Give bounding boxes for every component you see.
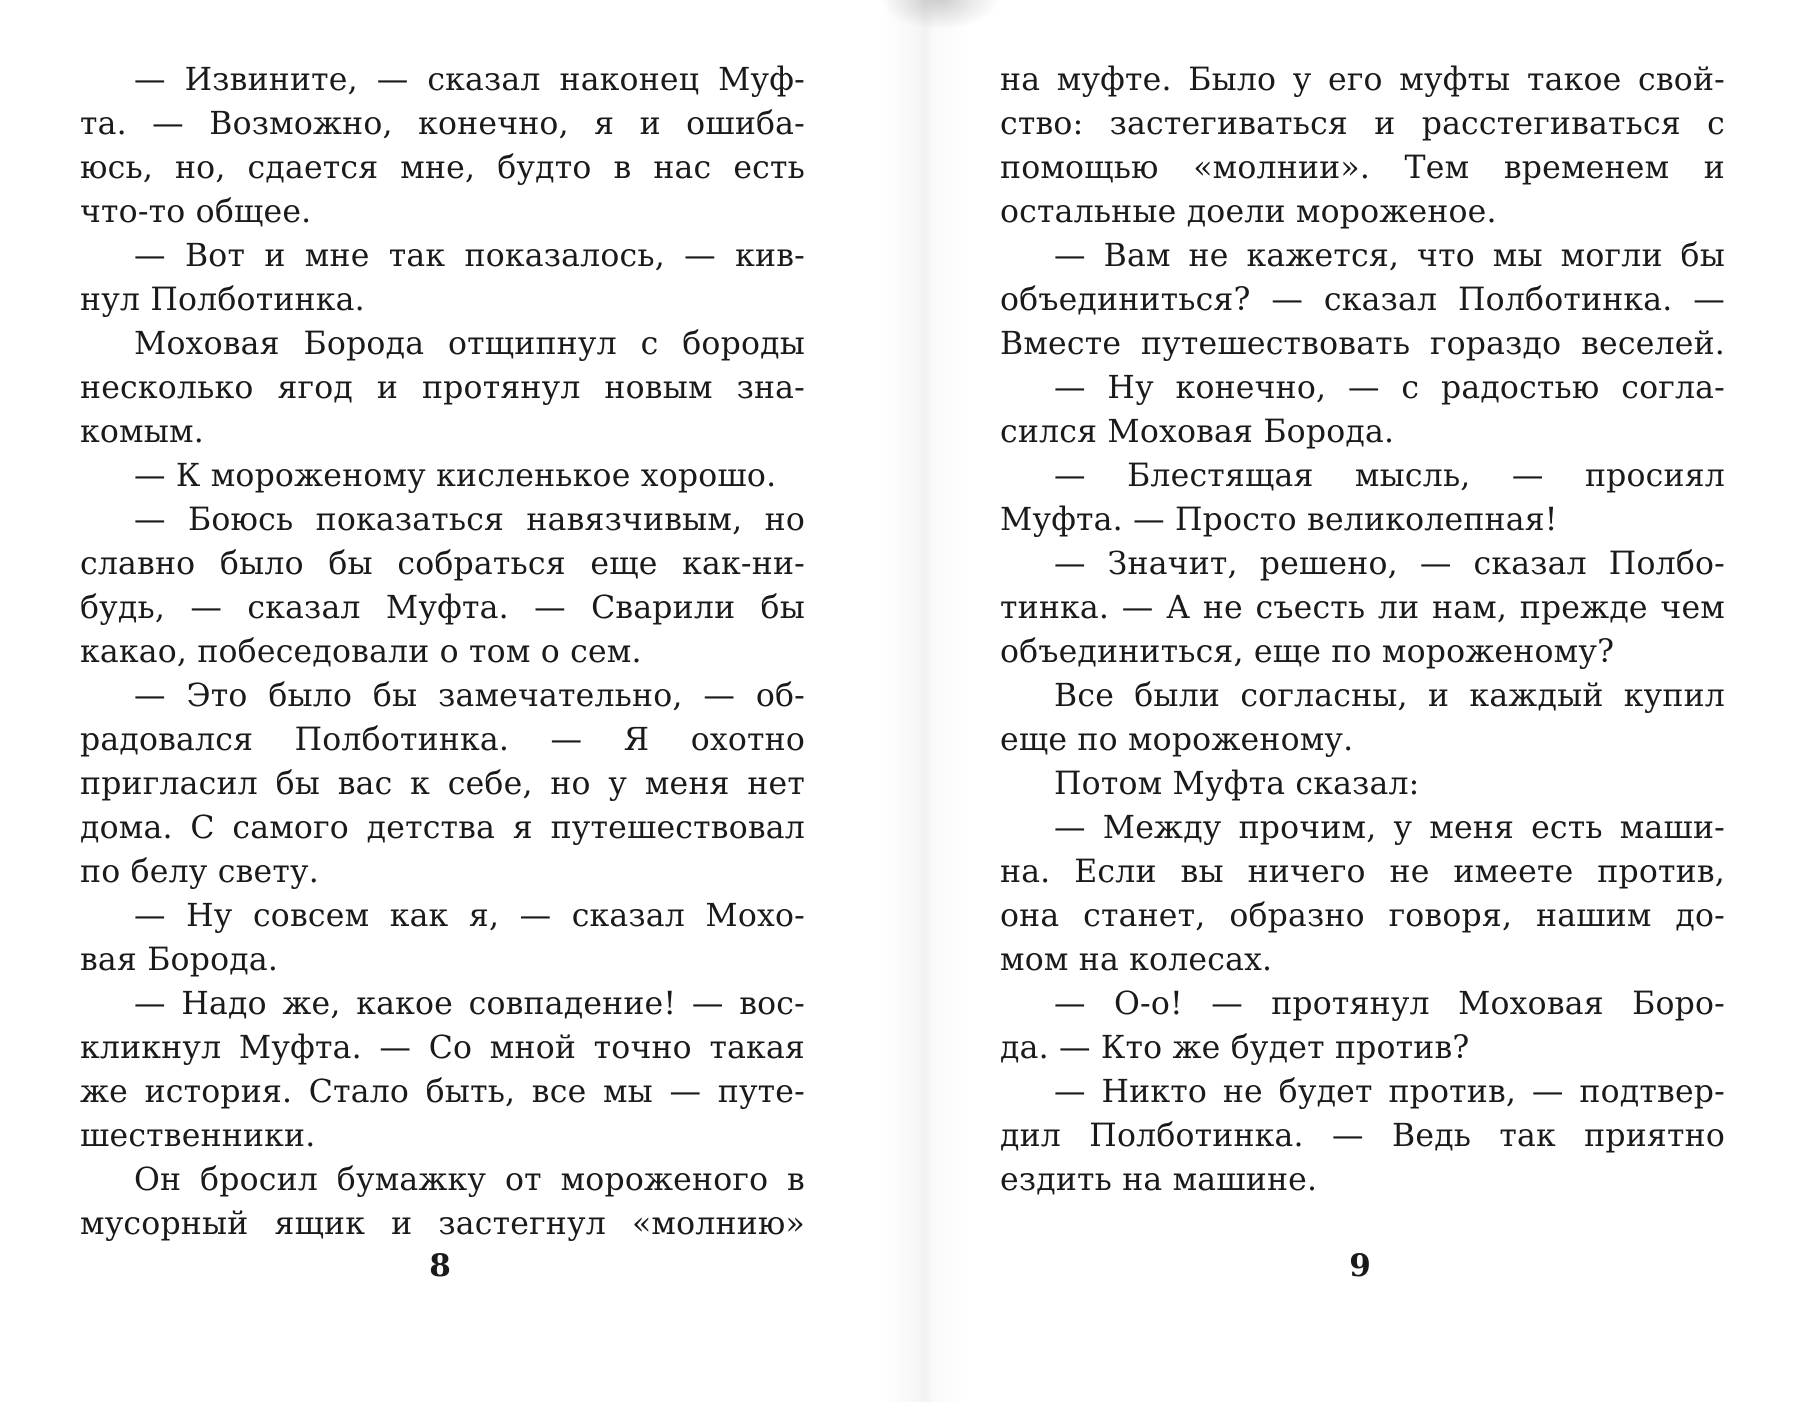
text-line: шественники.: [80, 1118, 316, 1154]
text-line: — Извините, — сказал наконец Муф-: [134, 62, 805, 98]
text-line: — Никто не будет против, — подтвер-: [1054, 1074, 1725, 1110]
text-line: — О-о! — протянул Моховая Боро-: [1054, 986, 1725, 1022]
book-gutter: [880, 0, 970, 1402]
left-page-text: [80, 58, 805, 1246]
text-line: — Вам не кажется, что мы могли бы: [1054, 238, 1725, 274]
text-line: на муфте. Было у его муфты такое свой-: [1000, 62, 1725, 98]
text-line: Моховая Борода отщипнул с бороды: [134, 326, 805, 362]
text-line: мусорный ящик и застегнул «молнию»: [80, 1206, 805, 1242]
text-line: по белу свету.: [80, 854, 319, 890]
text-line: Вместе путешествовать гораздо веселей.: [1000, 326, 1725, 362]
text-line: ездить на машине.: [1000, 1162, 1318, 1198]
text-line: радовался Полботинка. — Я охотно: [80, 722, 805, 758]
text-line: кликнул Муфта. — Со мной точно такая: [80, 1030, 805, 1066]
text-line: — Ну конечно, — с радостью согла-: [1054, 370, 1725, 406]
text-line: вая Борода.: [80, 942, 279, 978]
text-line: помощью «молнии». Тем временем и: [1000, 150, 1725, 186]
text-line: комым.: [80, 414, 204, 450]
text-line: Он бросил бумажку от мороженого в: [134, 1162, 805, 1198]
text-line: — Значит, решено, — сказал Полбо-: [1054, 546, 1725, 582]
text-line: Все были согласны, и каждый купил: [1054, 678, 1725, 714]
text-line: — Блестящая мысль, — просиял: [1054, 458, 1725, 494]
text-line: — Вот и мне так показалось, — кив-: [134, 238, 805, 274]
text-line: пригласил бы вас к себе, но у меня нет: [80, 766, 805, 802]
left-page-number: 8: [429, 1248, 451, 1284]
text-line: — Это было бы замечательно, — об-: [134, 678, 805, 714]
text-line: славно было бы собраться еще как-ни-: [80, 546, 805, 582]
gutter-shadow-top: [880, 0, 1000, 30]
text-line: же история. Стало быть, все мы — путе-: [80, 1074, 805, 1110]
text-line: что-то общее.: [80, 194, 312, 230]
text-line: сился Моховая Борода.: [1000, 414, 1395, 450]
text-line: несколько ягод и протянул новым зна-: [80, 370, 805, 406]
text-line: ство: застегиваться и расстегиваться с: [1000, 106, 1725, 142]
right-page: [1000, 58, 1725, 1202]
text-line: будь, — сказал Муфта. — Сварили бы: [80, 590, 805, 626]
text-line: — Надо же, какое совпадение! — вос-: [134, 986, 805, 1022]
text-line: дил Полботинка. — Ведь так приятно: [1000, 1118, 1725, 1154]
text-line: — Ну совсем как я, — сказал Мохо-: [134, 898, 805, 934]
text-line: на. Если вы ничего не имеете против,: [1000, 854, 1725, 890]
text-line: тинка. — А не съесть ли нам, прежде чем: [1000, 590, 1725, 626]
text-line: остальные доели мороженое.: [1000, 194, 1497, 230]
text-line: нул Полботинка.: [80, 282, 365, 318]
text-line: да. — Кто же будет против?: [1000, 1030, 1470, 1066]
text-line: юсь, но, сдается мне, будто в нас есть: [80, 150, 805, 186]
text-line: еще по мороженому.: [1000, 722, 1354, 758]
text-line: — Между прочим, у меня есть маши-: [1054, 810, 1725, 846]
left-page: [80, 58, 805, 1246]
text-line: объединиться? — сказал Полботинка. —: [1000, 282, 1725, 318]
text-line: мом на колесах.: [1000, 942, 1273, 978]
text-line: — Боюсь показаться навязчивым, но: [134, 502, 805, 538]
right-page-text: [1000, 58, 1725, 1202]
text-line: объединиться, еще по мороженому?: [1000, 634, 1615, 670]
text-line: — К мороженому кисленькое хорошо.: [134, 458, 777, 494]
text-line: Муфта. — Просто великолепная!: [1000, 502, 1558, 538]
text-line: она станет, образно говоря, нашим до-: [1000, 898, 1725, 934]
text-line: дома. С самого детства я путешествовал: [80, 810, 805, 846]
text-line: какао, побеседовали о том о сем.: [80, 634, 642, 670]
text-line: та. — Возможно, конечно, я и ошиба-: [80, 106, 805, 142]
text-line: Потом Муфта сказал:: [1054, 766, 1420, 802]
right-page-number: 9: [1349, 1248, 1371, 1284]
